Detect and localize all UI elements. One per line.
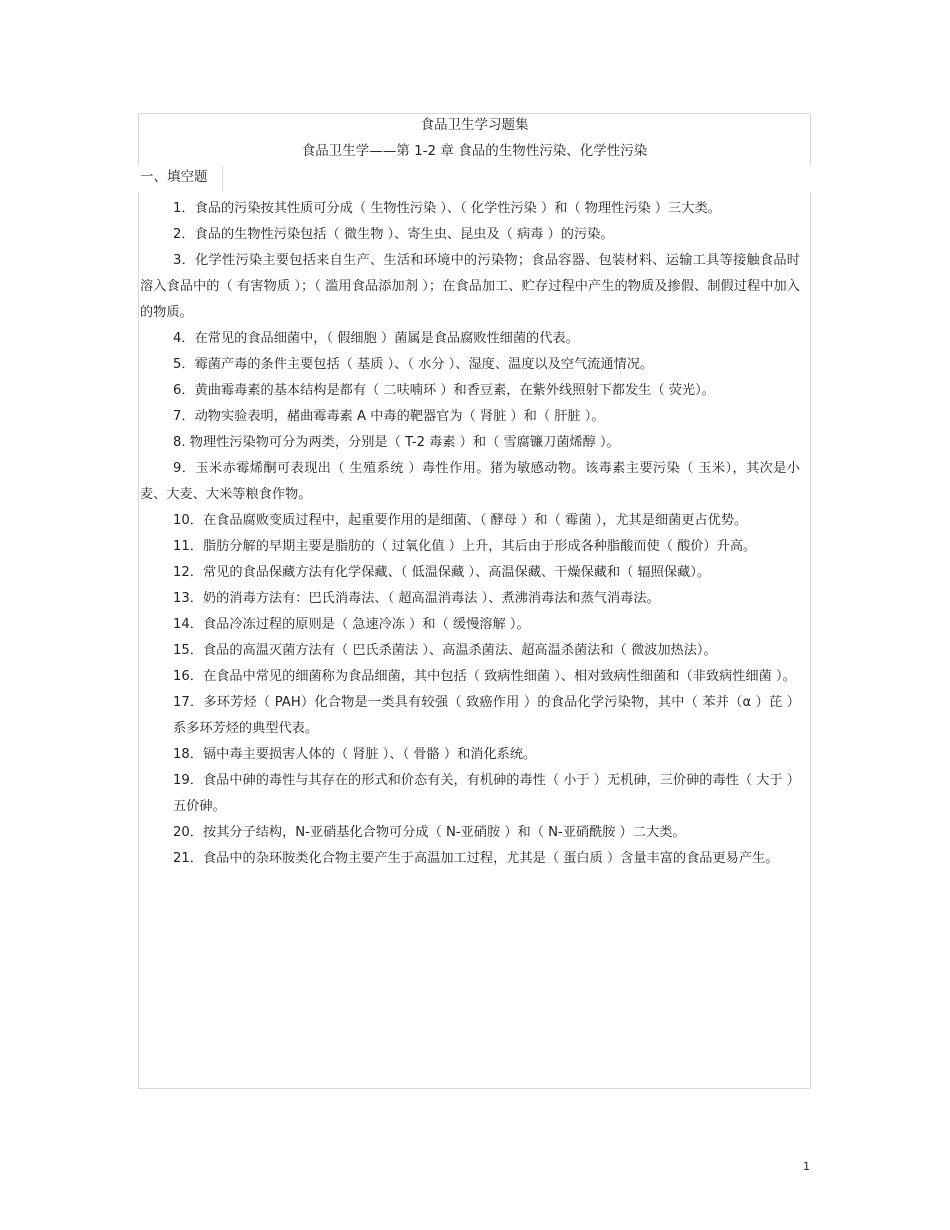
- question-item: 15．食品的高温灭菌方法有（ 巴氏杀菌法 ）、高温杀菌法、超高温杀菌法和（ 微波加热法）。: [173, 643, 717, 658]
- question-item: 1．食品的污染按其性质可分成（ 生物性污染 ）、（ 化学性污染 ）和（ 物理性污染 ）三大类。: [173, 201, 721, 216]
- question-item: 5．霉菌产毒的条件主要包括（ 基质 ）、（ 水分 ）、湿度、温度以及空气流通情况。: [173, 357, 654, 372]
- question-item: 11．脂肪分解的早期主要是脂肪的（ 过氧化值 ）上升，其后由于形成各种脂酸而使（ 酸价）升高。: [173, 539, 757, 554]
- section-heading: 一、填空题: [140, 169, 208, 185]
- question-item: 16．在食品中常见的细菌称为食品细菌，其中包括（ 致病性细菌 ）、相对致病性细菌和（非致病性细菌 ）。: [173, 669, 796, 684]
- question-item: 21．食品中的杂环胺类化合物主要产生于高温加工过程，尤其是（ 蛋白质 ）含量丰富的食品更易产生。: [173, 851, 779, 866]
- question-item: 19．食品中砷的毒性与其存在的形式和价态有关，有机砷的毒性（ 小于 ）无机砷，三价砷的毒性（ 大于 ）五价砷。: [173, 773, 800, 814]
- question-list: [140, 196, 800, 872]
- chapter-subtitle: 食品卫生学——第 1-2 章 食品的生物性污染、化学性污染: [301, 143, 648, 159]
- question-item: 4．在常见的食品细菌中，（ 假细胞 ）菌属是食品腐败性细菌的代表。: [173, 331, 579, 346]
- question-item: 14．食品冷冻过程的原则是（ 急速冷冻 ）和（ 缓慢溶解 ）。: [173, 617, 530, 632]
- question-item: 13．奶的消毒方法有：巴氏消毒法、（ 超高温消毒法 ）、煮沸消毒法和蒸气消毒法。: [173, 591, 660, 606]
- document-title: 食品卫生学习题集: [420, 117, 529, 133]
- question-item: 3．化学性污染主要包括来自生产、生活和环境中的污染物；食品容器、包装材料、运输工具等接触食品时溶入食品中的（ 有害物质 ）；（ 滥用食品添加剂 ）；在食品加工、贮存过程中产生的物质及掺假、制假过程中加入的物质。: [140, 253, 800, 320]
- page-number: 1: [803, 1160, 810, 1173]
- question-item: 8. 物理性污染物可分为两类，分别是（ T-2 毒素 ）和（ 雪腐镰刀菌烯醇 ）。: [173, 435, 620, 450]
- question-item: 18．镉中毒主要损害人体的（ 肾脏 ）、（ 骨骼 ）和消化系统。: [173, 747, 537, 762]
- question-item: 2．食品的生物性污染包括（ 微生物 ）、寄生虫、昆虫及（ 病毒 ）的污染。: [173, 227, 614, 242]
- question-item: 12．常见的食品保藏方法有化学保藏、（ 低温保藏 ）、高温保藏、干燥保藏和（ 辐照保藏）。: [173, 565, 711, 580]
- question-item: 7．动物实验表明，赭曲霉毒素 A 中毒的靶器官为（ 肾脏 ）和（ 肝脏 ）。: [173, 409, 605, 424]
- question-item: 17．多环芳烃（ PAH）化合物是一类具有较强（ 致癌作用 ）的食品化学污染物，其中（ 苯并（α ）芘 ）系多环芳烃的典型代表。: [173, 695, 800, 736]
- question-item: 10．在食品腐败变质过程中，起重要作用的是细菌、（ 酵母 ）和（ 霉菌 ），尤其是细菌更占优势。: [173, 513, 748, 528]
- question-item: 9．玉米赤霉烯酮可表现出（ 生殖系统 ）毒性作用。猪为敏感动物。该毒素主要污染（ 玉米），其次是小麦、大麦、大米等粮食作物。: [140, 461, 800, 502]
- question-item: 6．黄曲霉毒素的基本结构是都有（ 二呋喃环 ）和香豆素，在紫外线照射下都发生（ 荧光）。: [173, 383, 715, 398]
- question-item: 20．按其分子结构，N-亚硝基化合物可分成（ N-亚硝胺 ）和（ N-亚硝酰胺 ）二大类。: [173, 825, 686, 840]
- frame-divider: [222, 166, 223, 192]
